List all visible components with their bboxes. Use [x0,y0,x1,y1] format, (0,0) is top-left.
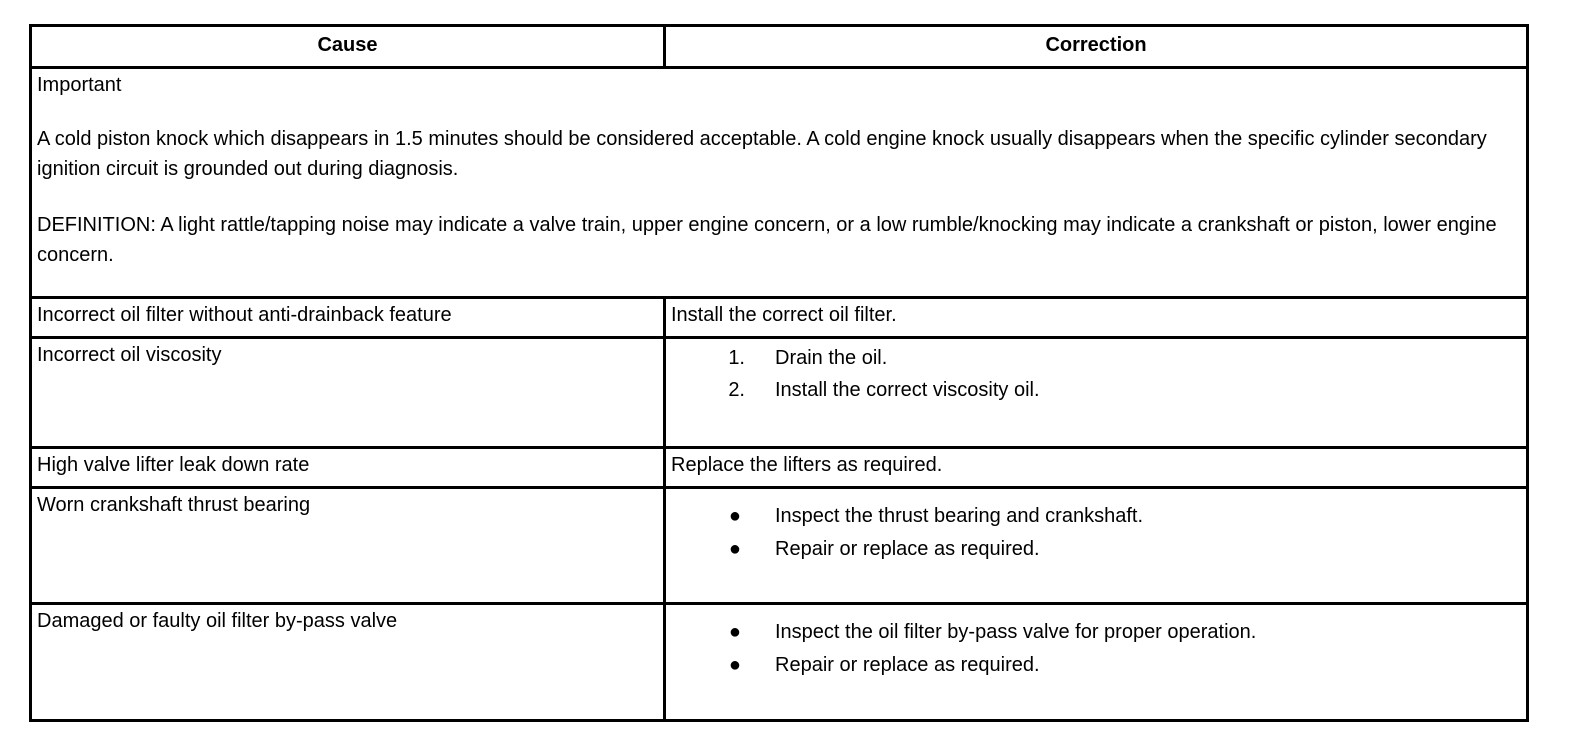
correction-cell [665,488,1528,604]
note-cell [31,68,1528,298]
cause-cell: High valve lifter leak down rate [31,448,665,488]
note-title: Important [37,74,122,96]
note-paragraph-2: DEFINITION: A light rattle/tapping noise may indicate a valve train, upper engine concern, or a low rumble/knocking may indicate a crankshaft or piston, lower engine concern. [37,214,1497,266]
header-correction: Correction [665,26,1528,68]
header-cause: Cause [31,26,665,68]
list-item [671,616,1521,649]
correction-cell: Install the correct oil filter. [665,298,1528,338]
bullet-icon: ● [728,505,741,527]
list-item [671,649,1521,682]
cause-cell: Worn crankshaft thrust bearing [31,488,665,604]
table-row [31,604,1528,721]
list-item [671,374,1521,406]
header-row [31,26,1528,68]
bullet-text: Repair or replace as required. [775,538,1040,560]
bullet-text: Repair or replace as required. [775,654,1040,676]
step-text: Drain the oil. [775,347,888,369]
list-item [671,500,1521,533]
diagnosis-table [29,24,1529,722]
cause-cell: Damaged or faulty oil filter by-pass valve [31,604,665,721]
step-number: 1. [728,347,745,369]
correction-cell [665,604,1528,721]
steps-list [671,342,1521,406]
note-row [31,68,1528,298]
correction-cell [665,338,1528,448]
note-paragraph-1: A cold piston knock which disappears in 1.5 minutes should be considered acceptable. A cold engine knock usually disappears when the specific cylinder secondary ignition circuit is grounded out during diagnosis. [37,128,1487,180]
table-row [31,488,1528,604]
correction-cell: Replace the lifters as required. [665,448,1528,488]
bullet-text: Inspect the thrust bearing and crankshaft. [775,505,1143,527]
table-row [31,338,1528,448]
step-text: Install the correct viscosity oil. [775,379,1040,401]
list-item [671,342,1521,374]
cause-cell: Incorrect oil viscosity [31,338,665,448]
bullet-list [671,616,1521,682]
table-row [31,298,1528,338]
bullet-icon: ● [728,538,741,560]
step-number: 2. [728,379,745,401]
list-item [671,533,1521,566]
table-row [31,448,1528,488]
bullet-list [671,500,1521,566]
bullet-icon: ● [728,654,741,676]
cause-cell: Incorrect oil filter without anti-drainback feature [31,298,665,338]
bullet-text: Inspect the oil filter by-pass valve for proper operation. [775,621,1257,643]
bullet-icon: ● [728,621,741,643]
